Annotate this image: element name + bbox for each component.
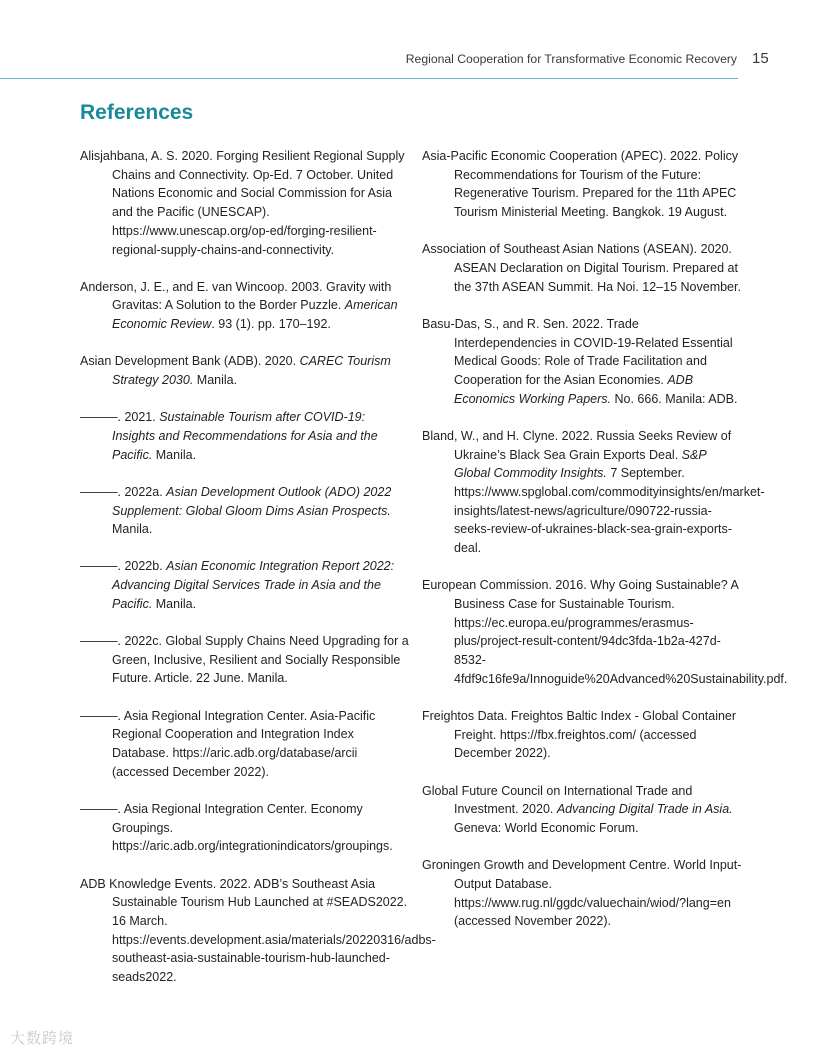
page-header	[0, 0, 816, 80]
reference-entry: Freightos Data. Freightos Baltic Index - Global Container Freight. https://fbx.freightos.com/ (accessed December 2022).	[422, 709, 737, 761]
section-title: References	[80, 101, 194, 124]
references-right-column	[422, 147, 788, 950]
reference-entry: Anderson, J. E., and E. van Wincoop. 2003. Gravity with Gravitas: A Solution to the Border Puzzle. American Economic Review. 93 (1). pp. 170–192.	[80, 279, 398, 332]
running-title: Regional Cooperation for Transformative Economic Recovery	[405, 52, 737, 66]
reference-entry: Global Future Council on International Trade and Investment. 2020. Advancing Digital Trade in Asia. Geneva: World Economic Forum.	[422, 783, 733, 836]
reference-entry: European Commission. 2016. Why Going Sustainable? A Business Case for Sustainable Tourism. https://ec.europa.eu/programmes/erasmus-plus/project-result-content/94dc3fda-1b2a-427d-8532-4fdf9c16fe9a/Innoguide%20Advanced%20Sustainability.pdf.	[422, 578, 788, 686]
reference-entry: Association of Southeast Asian Nations (ASEAN). 2020. ASEAN Declaration on Digital Tourism. Prepared at the 37th ASEAN Summit. Ha Noi. 12–15 November.	[422, 242, 741, 294]
references-left-column	[80, 147, 436, 1005]
reference-entry: ———. Asia Regional Integration Center. Asia-Pacific Regional Cooperation and Integration Index Database. https://aric.adb.org/database/arcii (accessed December 2022).	[80, 708, 376, 779]
reference-entry: ———. 2022c. Global Supply Chains Need Upgrading for a Green, Inclusive, Resilient and Socially Responsible Future. Article. 22 June. Manila.	[80, 634, 409, 686]
reference-entry: ———. 2022a. Asian Development Outlook (ADO) 2022 Supplement: Global Gloom Dims Asian Prospects. Manila.	[80, 484, 392, 537]
header-divider	[0, 78, 738, 79]
reference-entry: Bland, W., and H. Clyne. 2022. Russia Seeks Review of Ukraine’s Black Sea Grain Exports Deal. S&P Global Commodity Insights. 7 September. https://www.spglobal.com/commodityinsights/en/market-insights/latest-news/agriculture/090722-russia-seeks-review-of-ukraines-black-sea-grain-exports-deal.	[422, 428, 765, 556]
reference-entry: Asia-Pacific Economic Cooperation (APEC). 2022. Policy Recommendations for Tourism of the Future: Regenerative Tourism. Prepared for the 11th APEC Tourism Ministerial Meeting. Bangkok. 19 August.	[422, 149, 739, 220]
reference-entry: ———. 2022b. Asian Economic Integration Report 2022: Advancing Digital Services Trade in Asia and the Pacific. Manila.	[80, 559, 395, 611]
reference-entry: ADB Knowledge Events. 2022. ADB’s Southeast Asia Sustainable Tourism Hub Launched at #SEADS2022. 16 March. https://events.development.asia/materials/20220316/adbs-southeast-asia-sustainable-tourism-hub-launched-seads2022.	[80, 876, 436, 985]
reference-entry: Groningen Growth and Development Centre. World Input-Output Database. https://www.rug.nl/ggdc/valuechain/wiod/?lang=en (accessed November 2022).	[422, 858, 742, 929]
reference-entry: ———. 2021. Sustainable Tourism after COVID-19: Insights and Recommendations for Asia and the Pacific. Manila.	[80, 410, 378, 462]
reference-entry: Basu-Das, S., and R. Sen. 2022. Trade Interdependencies in COVID-19-Related Essential Medical Goods: Role of Trade Facilitation and Cooperation for the Asian Economies. ADB Economics Working Papers. No. 666. Manila: ADB.	[422, 316, 738, 406]
watermark-text: 大数跨境	[10, 1030, 75, 1047]
page-number: 15	[752, 50, 769, 67]
watermark-logo	[10, 1027, 74, 1048]
reference-entry: Alisjahbana, A. S. 2020. Forging Resilient Regional Supply Chains and Connectivity. Op-Ed. 7 October. United Nations Economic and Social Commission for Asia and the Pacific (UNESCAP). https://www.unescap.org/op-ed/forging-resilient-regional-supply-chains-and-connectivity.	[80, 149, 405, 257]
reference-entry: ———. Asia Regional Integration Center. Economy Groupings. https://aric.adb.org/integrationindicators/groupings.	[80, 801, 393, 854]
reference-entry: Asian Development Bank (ADB). 2020. CAREC Tourism Strategy 2030. Manila.	[80, 354, 391, 388]
